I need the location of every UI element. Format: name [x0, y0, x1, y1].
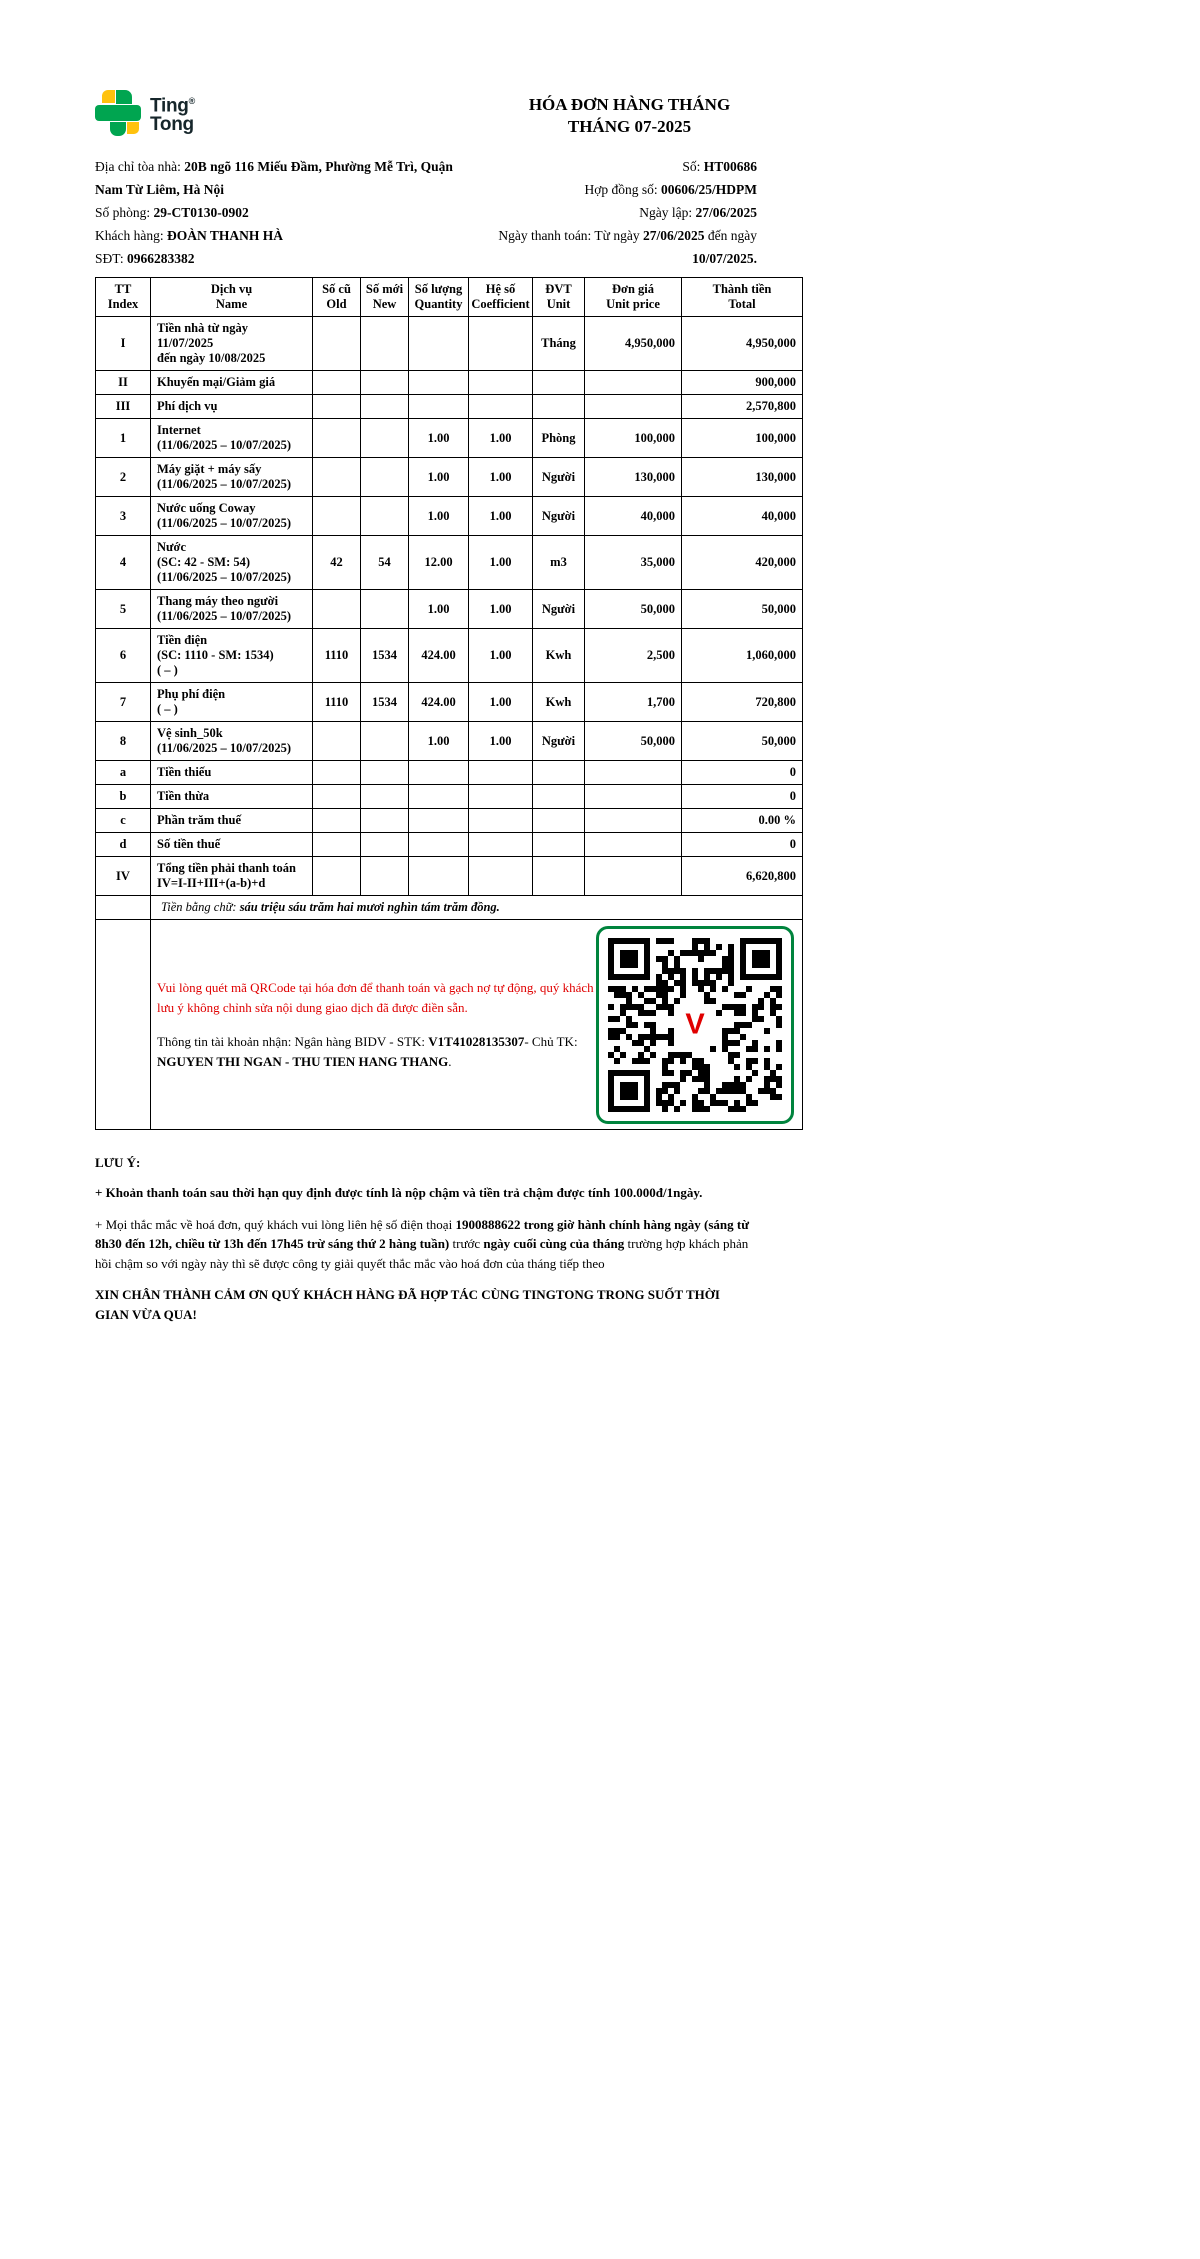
cell-total: 100,000 — [682, 419, 803, 458]
text-segment: Ngày lập: — [639, 205, 696, 220]
service-name-line: (11/06/2025 – 10/07/2025) — [157, 609, 292, 623]
table-row-2 — [96, 458, 803, 497]
cell-old — [313, 497, 361, 536]
table-row-3 — [96, 497, 803, 536]
cell-name — [151, 317, 313, 371]
text-segment: sáu triệu sáu trăm hai mươi nghìn tám trăm đồng. — [239, 900, 500, 914]
building-address-line — [95, 155, 457, 201]
cell-unit: Kwh — [533, 683, 585, 722]
cell-coef — [469, 761, 533, 785]
cell-name — [151, 761, 313, 785]
service-name-line: Tiền điện — [157, 633, 208, 647]
payment-section — [151, 920, 803, 1130]
col-header-text: Coefficient — [471, 297, 530, 311]
cell-new — [361, 761, 409, 785]
cell-old — [313, 833, 361, 857]
account-info — [157, 1032, 596, 1071]
service-name-line: (11/06/2025 – 10/07/2025) — [157, 477, 292, 491]
contract-number-line — [472, 178, 757, 201]
col-header-unit — [533, 278, 585, 317]
cell-tt: 7 — [96, 683, 151, 722]
text-segment: 29-CT0130-0902 — [153, 205, 249, 220]
cell-coef — [469, 395, 533, 419]
cell-qty: 12.00 — [409, 536, 469, 590]
cell-new — [361, 809, 409, 833]
service-name-line: (11/06/2025 – 10/07/2025) — [157, 741, 292, 755]
cell-coef: 1.00 — [469, 629, 533, 683]
text-segment: trường hợp khách phản hồi chậm so với ngày này thì sẽ được công ty giải quyết thắc mắc vào hoá đơn của tháng tiếp theo — [95, 1236, 749, 1271]
table-row-d — [96, 833, 803, 857]
cell-price: 50,000 — [585, 722, 682, 761]
table-row-6 — [96, 629, 803, 683]
text-segment: 27/06/2025 — [643, 228, 705, 243]
cell-price: 4,950,000 — [585, 317, 682, 371]
service-name-line: Số tiền thuế — [157, 837, 221, 851]
room-number-line — [95, 201, 457, 224]
cell-tt: 5 — [96, 590, 151, 629]
service-name-line: ( – ) — [157, 663, 178, 677]
cell-old — [313, 809, 361, 833]
service-name-line: (11/06/2025 – 10/07/2025) — [157, 570, 292, 584]
cell-price: 40,000 — [585, 497, 682, 536]
cell-old — [313, 419, 361, 458]
cell-new: 1534 — [361, 683, 409, 722]
customer-name-line — [95, 224, 457, 247]
cell-tt: 6 — [96, 629, 151, 683]
service-name-line: ( – ) — [157, 702, 178, 716]
cell-price — [585, 833, 682, 857]
cell-price: 130,000 — [585, 458, 682, 497]
notes-section — [95, 1155, 757, 1324]
text-segment: HT00686 — [703, 159, 757, 174]
cell-total: 6,620,800 — [682, 857, 803, 896]
cell-unit — [533, 785, 585, 809]
cell-old — [313, 785, 361, 809]
cell-qty: 424.00 — [409, 629, 469, 683]
cell-unit: Kwh — [533, 629, 585, 683]
cell-qty — [409, 785, 469, 809]
cell-new — [361, 419, 409, 458]
col-header-text: New — [372, 297, 397, 311]
cell-tt — [96, 920, 151, 1130]
service-name-line: (11/06/2025 – 10/07/2025) — [157, 516, 292, 530]
service-name-line: Tiền thiếu — [157, 765, 212, 779]
cell-coef — [469, 785, 533, 809]
col-header-coef — [469, 278, 533, 317]
cell-name — [151, 395, 313, 419]
cell-new — [361, 317, 409, 371]
cell-old — [313, 590, 361, 629]
table-row-II — [96, 371, 803, 395]
cell-total: 40,000 — [682, 497, 803, 536]
cell-price — [585, 395, 682, 419]
text-segment: 10/07/2025 — [692, 251, 754, 266]
vietqr-v-logo: V — [682, 1010, 707, 1039]
cell-tt: IV — [96, 857, 151, 896]
logo-line-ting — [150, 92, 195, 115]
cell-new — [361, 395, 409, 419]
col-header-text: Quantity — [414, 297, 463, 311]
invoice-number-line — [472, 155, 757, 178]
cell-total: 0.00 % — [682, 809, 803, 833]
col-header-name — [151, 278, 313, 317]
cell-tt: III — [96, 395, 151, 419]
text-segment: . — [448, 1053, 452, 1069]
cell-total: 900,000 — [682, 371, 803, 395]
cell-coef: 1.00 — [469, 458, 533, 497]
payment-row — [96, 920, 803, 1130]
amount-in-words-row — [96, 896, 803, 920]
cell-price: 35,000 — [585, 536, 682, 590]
table-header-row — [96, 278, 803, 317]
cell-unit — [533, 857, 585, 896]
service-name-line: Vệ sinh_50k — [157, 726, 223, 740]
col-header-old — [313, 278, 361, 317]
cell-unit: Người — [533, 497, 585, 536]
services-table — [95, 277, 803, 1130]
table-row-1 — [96, 419, 803, 458]
service-name-line: (SC: 1110 - SM: 1534) — [157, 648, 274, 662]
text-segment: XIN CHÂN THÀNH CẢM ƠN QUÝ KHÁCH HÀNG ĐÃ HỢP TÁC CÙNG TINGTONG TRONG SUỐT THỜI GIAN VỪA QUA! — [95, 1287, 720, 1322]
cell-total: 2,570,800 — [682, 395, 803, 419]
text-segment: Số: — [682, 159, 704, 174]
logo-pixel — [95, 105, 141, 121]
service-name-line: Nước uống Coway — [157, 501, 256, 515]
cell-name — [151, 497, 313, 536]
text-segment: NGUYEN THI NGAN - THU TIEN HANG THANG — [157, 1053, 449, 1069]
note-thanks — [95, 1285, 757, 1324]
payment-wrap — [151, 920, 802, 1129]
cell-name — [151, 833, 313, 857]
col-header-text: Số mới — [365, 282, 404, 296]
col-header-text: Unit — [546, 297, 571, 311]
text-segment: trước — [449, 1236, 484, 1251]
text-segment: Hợp đồng số: — [584, 182, 661, 197]
cell-name — [151, 590, 313, 629]
cell-coef: 1.00 — [469, 497, 533, 536]
cell-old: 1110 — [313, 629, 361, 683]
logo-pixel — [127, 122, 139, 134]
cell-unit — [533, 395, 585, 419]
cell-qty: 1.00 — [409, 722, 469, 761]
cell-unit: m3 — [533, 536, 585, 590]
cell-old — [313, 761, 361, 785]
table-row-7 — [96, 683, 803, 722]
col-header-text: Name — [215, 297, 248, 311]
cell-new: 1534 — [361, 629, 409, 683]
service-name-line: Máy giặt + máy sấy — [157, 462, 262, 476]
text-segment: Ngày thanh toán: Từ ngày — [498, 228, 643, 243]
cell-price — [585, 371, 682, 395]
cell-coef: 1.00 — [469, 536, 533, 590]
service-name-line: Tiền nhà từ ngày 11/07/2025 — [157, 321, 248, 350]
cell-unit — [533, 371, 585, 395]
text-segment: . — [753, 251, 757, 266]
service-name-line: đến ngày 10/08/2025 — [157, 351, 266, 365]
cell-old — [313, 371, 361, 395]
service-name-line: Tổng tiền phải thanh toán — [157, 861, 296, 875]
cell-price — [585, 785, 682, 809]
cell-qty: 1.00 — [409, 419, 469, 458]
service-name-line: Phụ phí điện — [157, 687, 226, 701]
cell-tt: 3 — [96, 497, 151, 536]
cell-qty — [409, 371, 469, 395]
table-row-I — [96, 317, 803, 371]
service-name-line: Tiền thừa — [157, 789, 210, 803]
logo-wordmark — [150, 92, 195, 134]
text-segment: đến ngày — [704, 228, 757, 243]
logo-pixel — [110, 122, 126, 136]
text-segment: SĐT: — [95, 251, 127, 266]
qr-scan-note: Vui lòng quét mã QRCode tại hóa đơn để thanh toán và gạch nợ tự động, quý khách lưu ý không chỉnh sửa nội dung giao dịch đã được điền sẵn. — [157, 980, 594, 1015]
cell-old — [313, 317, 361, 371]
text-segment: Số phòng: — [95, 205, 154, 220]
cell-qty — [409, 317, 469, 371]
table-row-IV — [96, 857, 803, 896]
service-name-line: Nước — [157, 540, 186, 554]
cell-name — [151, 536, 313, 590]
text-segment: 00606/25/HDPM — [661, 182, 757, 197]
cell-old: 1110 — [313, 683, 361, 722]
cell-tt: II — [96, 371, 151, 395]
cell-name — [151, 419, 313, 458]
text-segment: Khách hàng: — [95, 228, 167, 243]
cell-old — [313, 857, 361, 896]
service-name-line: Khuyến mại/Giảm giá — [157, 375, 276, 389]
logo-pixel — [102, 90, 115, 103]
cell-old — [313, 458, 361, 497]
cell-coef: 1.00 — [469, 590, 533, 629]
cell-new — [361, 590, 409, 629]
cell-qty: 1.00 — [409, 590, 469, 629]
logo-line-tong: Tong — [150, 114, 194, 136]
cell-name — [151, 857, 313, 896]
cell-total: 420,000 — [682, 536, 803, 590]
cell-total: 0 — [682, 833, 803, 857]
cell-old — [313, 395, 361, 419]
table-row-5 — [96, 590, 803, 629]
col-header-text: Dịch vụ — [210, 282, 253, 296]
service-name-line: Phần trăm thuế — [157, 813, 242, 827]
cell-total: 50,000 — [682, 722, 803, 761]
cell-new — [361, 785, 409, 809]
text-segment: 27/06/2025 — [695, 205, 757, 220]
cell-price — [585, 761, 682, 785]
col-header-text: Thành tiền — [712, 282, 772, 296]
service-name-line: (11/06/2025 – 10/07/2025) — [157, 438, 292, 452]
cell-tt: 8 — [96, 722, 151, 761]
cell-coef — [469, 857, 533, 896]
cell-tt: c — [96, 809, 151, 833]
col-header-text: Total — [728, 297, 756, 311]
cell-tt: 2 — [96, 458, 151, 497]
table-row-8 — [96, 722, 803, 761]
cell-unit: Người — [533, 722, 585, 761]
note-contact — [95, 1215, 757, 1274]
table-row-a — [96, 761, 803, 785]
cell-qty — [409, 809, 469, 833]
phone-line — [95, 247, 457, 270]
col-header-price — [585, 278, 682, 317]
cell-old: 42 — [313, 536, 361, 590]
cell-new — [361, 458, 409, 497]
cell-total: 0 — [682, 785, 803, 809]
text-segment: 20B ngõ 116 Miếu Đầm, Phường Mễ Trì, Quận Nam Từ Liêm, Hà Nội — [95, 159, 453, 197]
cell-price: 50,000 — [585, 590, 682, 629]
col-header-new — [361, 278, 409, 317]
cell-name — [151, 458, 313, 497]
cell-qty: 1.00 — [409, 458, 469, 497]
cell-price: 1,700 — [585, 683, 682, 722]
cell-new — [361, 371, 409, 395]
cell-new — [361, 497, 409, 536]
col-header-text: Số lượng — [414, 282, 463, 296]
invoice-meta — [472, 155, 802, 270]
text-segment: ĐOÀN THANH HÀ — [166, 228, 283, 243]
notes-heading: LƯU Ý: — [95, 1155, 141, 1170]
cell-new — [361, 857, 409, 896]
cell-name — [151, 629, 313, 683]
cell-new: 54 — [361, 536, 409, 590]
cell-tt: b — [96, 785, 151, 809]
text-segment: + Mọi thắc mắc về hoá đơn, quý khách vui lòng liên hệ số điện thoại — [95, 1216, 456, 1232]
logo-pixel — [116, 90, 132, 104]
text-segment: V1T41028135307 — [428, 1034, 525, 1049]
cell-coef — [469, 371, 533, 395]
cell-unit — [533, 761, 585, 785]
table-row-b — [96, 785, 803, 809]
cell-unit — [533, 833, 585, 857]
col-header-text: Index — [107, 297, 139, 311]
invoice-title: HÓA ĐƠN HÀNG THÁNG THÁNG 07-2025 — [528, 95, 731, 136]
cell-coef: 1.00 — [469, 722, 533, 761]
table-row-c — [96, 809, 803, 833]
cell-total: 0 — [682, 761, 803, 785]
cell-unit: Phòng — [533, 419, 585, 458]
cell-total: 50,000 — [682, 590, 803, 629]
service-name-line: Thang máy theo người — [157, 594, 279, 608]
registered-mark: ® — [188, 95, 195, 106]
cell-name — [151, 683, 313, 722]
text-segment: - Chủ TK: — [524, 1034, 578, 1049]
table-row-4 — [96, 536, 803, 590]
cell-tt: a — [96, 761, 151, 785]
cell-name — [151, 785, 313, 809]
cell-total: 720,800 — [682, 683, 803, 722]
cell-new — [361, 722, 409, 761]
col-header-tt — [96, 278, 151, 317]
cell-unit: Người — [533, 458, 585, 497]
text-segment: ngày cuối cùng của tháng — [483, 1236, 625, 1251]
text-segment: + Khoản thanh toán sau thời hạn quy định được tính là nộp chậm và tiền trả chậm được tính 100.000đ/1ngày. — [95, 1185, 703, 1200]
cell-name — [151, 809, 313, 833]
cell-name — [151, 722, 313, 761]
cell-coef — [469, 809, 533, 833]
text-segment: Địa chỉ tòa nhà: — [95, 159, 185, 174]
brand-logo — [95, 88, 195, 138]
cell-tt: I — [96, 317, 151, 371]
cell-qty — [409, 833, 469, 857]
col-header-text: Unit price — [606, 297, 660, 311]
customer-info — [95, 155, 457, 270]
cell-tt — [96, 896, 151, 920]
text-segment: Tiền bằng chữ: — [161, 900, 240, 914]
cell-coef: 1.00 — [469, 683, 533, 722]
cell-tt: d — [96, 833, 151, 857]
cell-total: 1,060,000 — [682, 629, 803, 683]
cell-tt: 1 — [96, 419, 151, 458]
cell-new — [361, 833, 409, 857]
col-header-text: ĐVT — [545, 282, 572, 296]
col-header-total — [682, 278, 803, 317]
cell-total: 4,950,000 — [682, 317, 803, 371]
cell-coef — [469, 833, 533, 857]
text-segment: Thông tin tài khoản nhận: Ngân hàng BIDV - STK: — [157, 1034, 429, 1049]
service-name-line: Phí dịch vụ — [157, 399, 218, 413]
service-name-line: IV=I-II+III+(a-b)+d — [157, 876, 266, 890]
amount-in-words — [151, 896, 803, 920]
cell-price — [585, 857, 682, 896]
cell-coef: 1.00 — [469, 419, 533, 458]
payment-period-line — [472, 224, 757, 270]
tingtong-logo-icon — [95, 90, 141, 136]
issue-date-line — [472, 201, 757, 224]
cell-price — [585, 809, 682, 833]
cell-qty: 1.00 — [409, 497, 469, 536]
cell-qty — [409, 761, 469, 785]
invoice-info — [95, 155, 802, 270]
cell-old — [313, 722, 361, 761]
col-header-text: Old — [326, 297, 347, 311]
table-row-III — [96, 395, 803, 419]
invoice-header — [95, 88, 802, 138]
cell-coef — [469, 317, 533, 371]
col-header-text: Đơn giá — [612, 282, 654, 296]
cell-qty: 424.00 — [409, 683, 469, 722]
cell-price: 2,500 — [585, 629, 682, 683]
col-header-qty — [409, 278, 469, 317]
col-header-text: Hệ số — [485, 282, 516, 296]
cell-unit: Người — [533, 590, 585, 629]
note-late-payment — [95, 1183, 757, 1203]
service-name-line: Internet — [157, 423, 201, 437]
text-segment: 1900888622 trong giờ hành chính hàng ngày (sáng từ 8h30 đến 12h, chiều từ 13h đến 17h45 trừ sáng thứ 2 hàng tuần) — [95, 1216, 750, 1251]
invoice-page — [95, 0, 802, 1324]
cell-price: 100,000 — [585, 419, 682, 458]
text-segment: 0966283382 — [126, 251, 195, 266]
cell-unit — [533, 809, 585, 833]
cell-name — [151, 371, 313, 395]
cell-tt: 4 — [96, 536, 151, 590]
cell-total: 130,000 — [682, 458, 803, 497]
service-name-line: (SC: 42 - SM: 54) — [157, 555, 251, 569]
cell-qty — [409, 395, 469, 419]
logo-text-ting: Ting — [150, 95, 189, 117]
payment-qr-code — [596, 926, 794, 1124]
payment-instructions — [157, 978, 596, 1071]
col-header-text: TT — [114, 282, 132, 296]
cell-qty — [409, 857, 469, 896]
cell-unit: Tháng — [533, 317, 585, 371]
col-header-text: Số cũ — [322, 282, 351, 296]
